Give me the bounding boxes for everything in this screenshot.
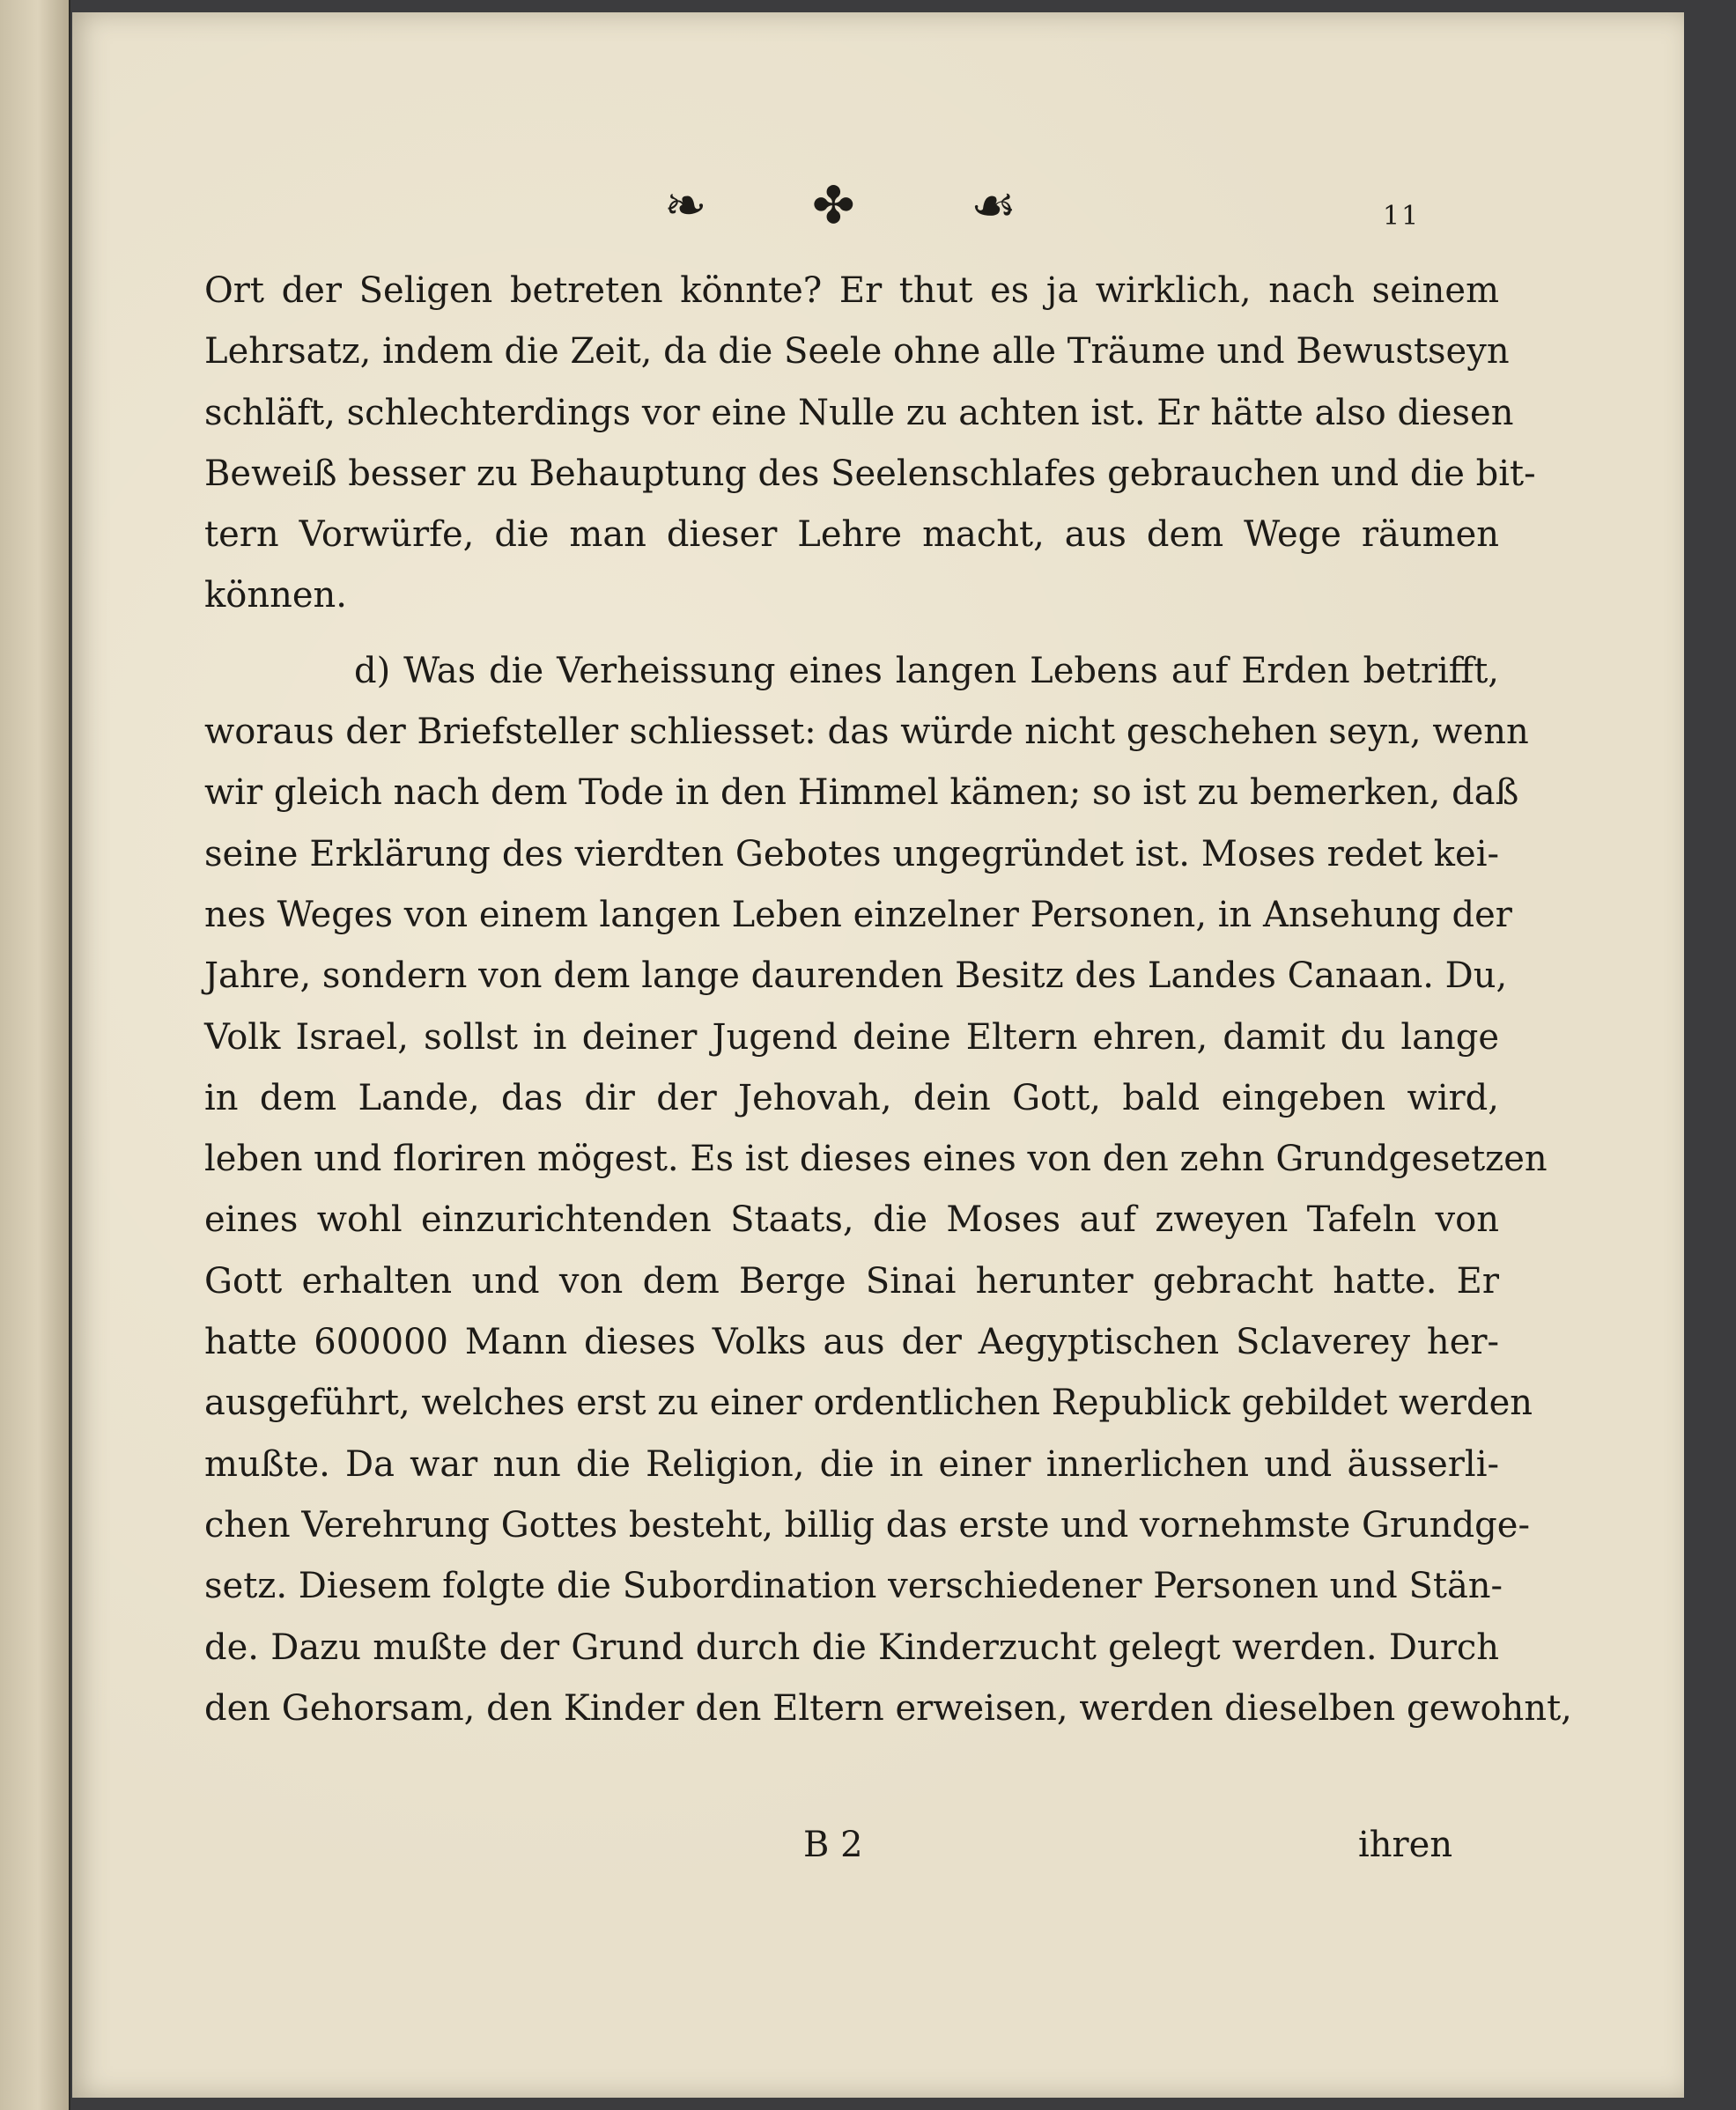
- text-line: Jahre, sondern von dem lange daurenden Besitz des Landes Canaan. Du,: [204, 955, 1508, 997]
- header-ornament-center: ✤: [812, 175, 855, 235]
- text-line: Gott erhalten und von dem Berge Sinai herunter gebracht hatte. Er: [204, 1260, 1499, 1302]
- text-line: schläft, schlechterdings vor eine Nulle zu achten ist. Er hätte also diesen: [204, 392, 1514, 433]
- text-line: Beweiß besser zu Behauptung des Seelenschlafes gebrauchen und die bit-: [204, 453, 1536, 494]
- text-line: können.: [204, 575, 347, 616]
- catchword: ihren: [1358, 1825, 1453, 1865]
- book-page: [72, 12, 1684, 2098]
- text-line: woraus der Briefsteller schliesset: das würde nicht geschehen seyn, wenn: [204, 712, 1529, 753]
- text-line: Volk Israel, sollst in deiner Jugend deine Eltern ehren, damit du lange: [204, 1016, 1499, 1058]
- paragraph-gap: [204, 627, 1499, 641]
- text-line: chen Verehrung Gottes besteht, billig das erste und vornehmste Grundge-: [204, 1504, 1530, 1546]
- text-line: setz. Diesem folgte die Subordination verschiedener Personen und Stän-: [204, 1566, 1503, 1607]
- text-line: mußte. Da war nun die Religion, die in einer innerlichen und äusserli-: [204, 1443, 1499, 1485]
- header-ornament-right: ☙: [971, 175, 1016, 235]
- text-line: hatte 600000 Mann dieses Volks aus der Aegyptischen Sclaverey her-: [204, 1322, 1499, 1363]
- text-line: tern Vorwürfe, die man dieser Lehre macht, aus dem Wege räumen: [204, 514, 1499, 556]
- text-line: nes Weges von einem langen Leben einzelner Personen, in Ansehung der: [204, 894, 1512, 935]
- text-line: den Gehorsam, den Kinder den Eltern erweisen, werden dieselben gewohnt,: [204, 1687, 1572, 1729]
- text-line: leben und floriren mögest. Es ist dieses eines von den zehn Grundgesetzen: [204, 1139, 1548, 1180]
- previous-page-edge: [0, 0, 70, 2110]
- text-line: ausgeführt, welches erst zu einer ordentlichen Republick gebildet werden: [204, 1383, 1533, 1424]
- text-line: eines wohl einzurichtenden Staats, die Moses auf zweyen Tafeln von: [204, 1199, 1499, 1241]
- text-line: Ort der Seligen betreten könnte? Er thut es ja wirklich, nach seinem: [204, 270, 1499, 311]
- body-text: [204, 261, 1572, 1739]
- text-line: wir gleich nach dem Tode in den Himmel kämen; so ist zu bemerken, daß: [204, 772, 1519, 814]
- text-line: d) Was die Verheissung eines langen Lebens auf Erden betrifft,: [354, 650, 1499, 691]
- header-ornament-left: ❧: [664, 175, 707, 235]
- text-line: seine Erklärung des vierdten Gebotes ungegründet ist. Moses redet kei-: [204, 833, 1499, 874]
- text-line: in dem Lande, das dir der Jehovah, dein Gott, bald eingeben wird,: [204, 1077, 1499, 1118]
- signature-mark: B 2: [803, 1825, 863, 1865]
- page-number: 11: [1383, 201, 1421, 232]
- text-line: de. Dazu mußte der Grund durch die Kinderzucht gelegt werden. Durch: [204, 1627, 1499, 1668]
- text-line: Lehrsatz, indem die Zeit, da die Seele ohne alle Träume und Bewustseyn: [204, 331, 1510, 373]
